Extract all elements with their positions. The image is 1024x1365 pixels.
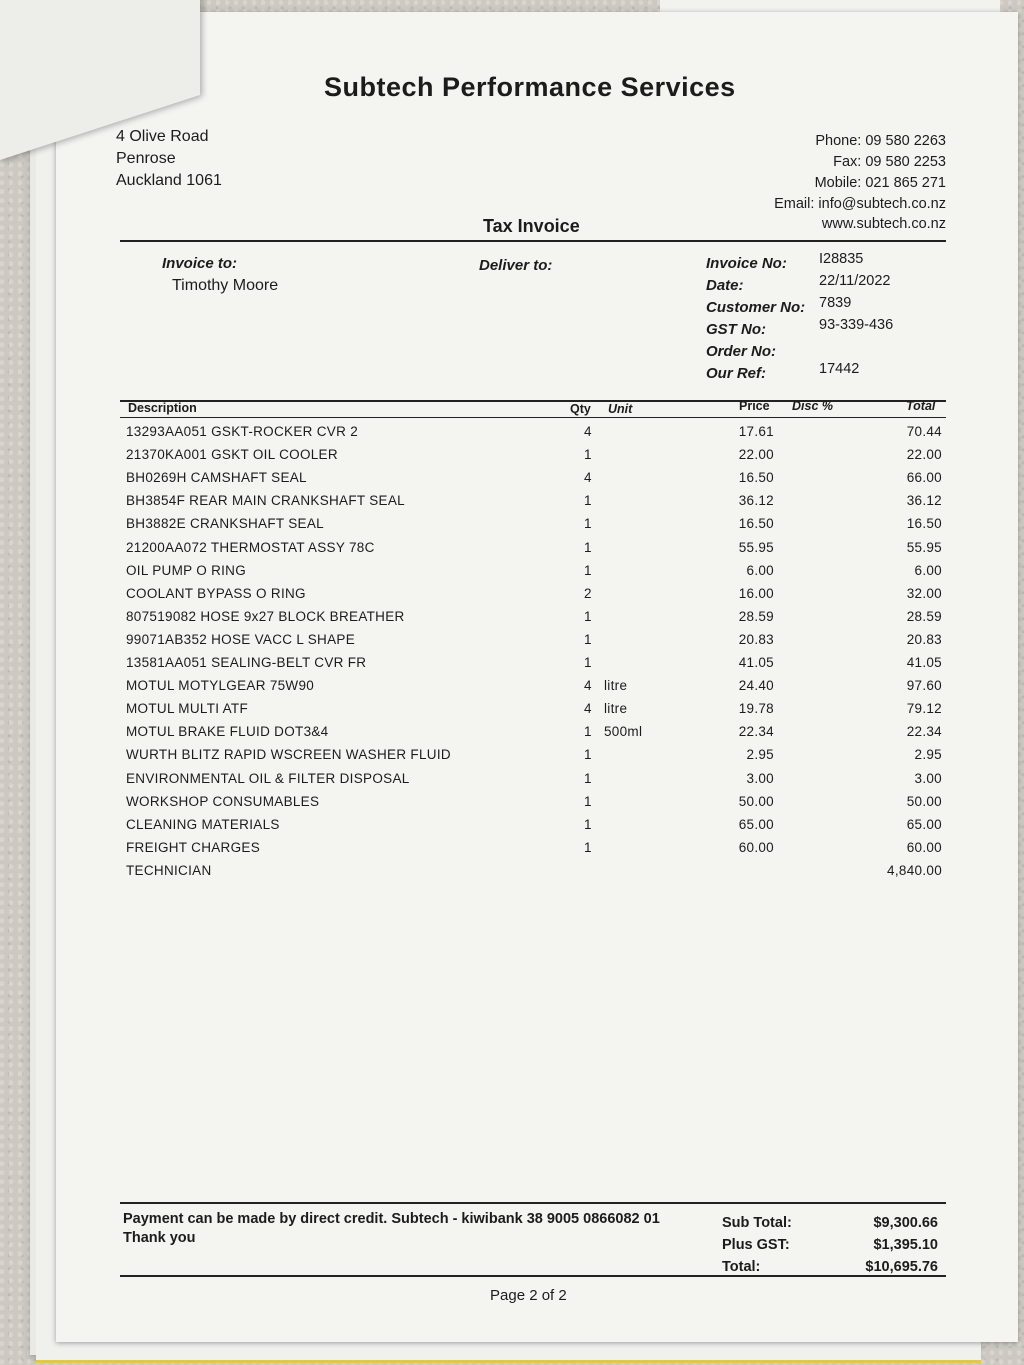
meta-label: Customer No:	[706, 299, 806, 316]
item-unit: litre	[604, 701, 628, 717]
item-description: WURTH BLITZ RAPID WSCREEN WASHER FLUID	[126, 747, 451, 763]
address-line-1: 4 Olive Road	[116, 128, 209, 145]
item-qty: 1	[584, 655, 592, 670]
totals-label: Sub Total:	[722, 1215, 792, 1231]
item-description: BH0269H CAMSHAFT SEAL	[126, 470, 307, 486]
page-number: Page 2 of 2	[490, 1287, 567, 1304]
item-description: MOTUL BRAKE FLUID DOT3&4	[126, 724, 329, 740]
company-mobile: Mobile: 021 865 271	[814, 175, 946, 191]
item-total: 36.12	[906, 493, 942, 509]
column-header-total: Total	[906, 399, 936, 413]
item-unit: litre	[604, 678, 628, 694]
table-header-rule	[120, 417, 946, 418]
item-total: 97.60	[906, 678, 942, 694]
item-price: 36.12	[738, 493, 774, 509]
item-qty: 1	[584, 608, 592, 624]
meta-value: 7839	[819, 295, 852, 311]
item-description: FREIGHT CHARGES	[126, 839, 261, 855]
deliver-to-label: Deliver to:	[479, 257, 553, 274]
item-qty: 1	[584, 493, 592, 509]
totals-value: $9,300.66	[873, 1215, 938, 1231]
meta-value: I28835	[819, 251, 864, 267]
item-description: COOLANT BYPASS O RING	[126, 585, 306, 601]
item-description: 99071AB352 HOSE VACC L SHAPE	[126, 631, 356, 647]
item-price: 65.00	[738, 816, 774, 832]
column-header-unit: Unit	[608, 402, 633, 416]
item-description: 21370KA001 GSKT OIL COOLER	[126, 447, 338, 463]
item-description: CLEANING MATERIALS	[126, 816, 280, 832]
meta-label: GST No:	[706, 321, 766, 338]
item-unit: 500ml	[604, 724, 643, 740]
item-description: OIL PUMP O RING	[126, 562, 247, 578]
totals-label: Plus GST:	[722, 1237, 790, 1253]
column-header-price: Price	[739, 399, 770, 413]
item-price: 22.00	[738, 447, 774, 463]
item-price: 16.50	[738, 470, 774, 486]
item-qty: 1	[584, 839, 592, 855]
item-total: 22.00	[906, 447, 942, 463]
item-total: 41.05	[906, 655, 942, 670]
item-total: 16.50	[906, 516, 942, 532]
meta-value: 17442	[819, 361, 860, 377]
meta-label: Date:	[706, 277, 744, 294]
item-total: 28.59	[906, 608, 942, 624]
item-description: WORKSHOP CONSUMABLES	[126, 793, 320, 809]
item-total: 22.34	[906, 724, 942, 740]
item-qty: 4	[584, 424, 592, 439]
item-price: 20.83	[738, 631, 774, 647]
meta-value: 22/11/2022	[819, 273, 891, 289]
item-description: 807519082 HOSE 9x27 BLOCK BREATHER	[126, 608, 405, 624]
thank-you-note: Thank you	[123, 1230, 196, 1246]
address-line-2: Penrose	[116, 150, 176, 167]
item-description: ENVIRONMENTAL OIL & FILTER DISPOSAL	[126, 770, 410, 786]
item-description: 13581AA051 SEALING-BELT CVR FR	[126, 655, 367, 670]
item-qty: 1	[584, 562, 592, 578]
item-description: BH3854F REAR MAIN CRANKSHAFT SEAL	[126, 493, 405, 509]
item-qty: 1	[584, 747, 592, 763]
meta-label: Our Ref:	[706, 365, 766, 382]
item-price: 55.95	[738, 539, 774, 555]
payment-note: Payment can be made by direct credit. Subtech - kiwibank 38 9005 0866082 01	[123, 1211, 660, 1227]
column-header-disc: Disc %	[792, 399, 833, 413]
item-total: 32.00	[906, 585, 942, 601]
item-price: 41.05	[738, 655, 774, 670]
meta-label: Invoice No:	[706, 255, 787, 272]
header-divider	[120, 240, 946, 242]
item-price: 60.00	[738, 839, 774, 855]
invoice-page	[56, 12, 1018, 1342]
item-price: 22.34	[738, 724, 774, 740]
item-total: 2.95	[914, 747, 942, 763]
item-description: TECHNICIAN	[126, 862, 212, 878]
item-qty: 4	[584, 470, 592, 486]
invoice-to-label: Invoice to:	[162, 255, 238, 272]
item-qty: 2	[584, 585, 592, 601]
footer-top-rule	[120, 1202, 946, 1204]
totals-value: $10,695.76	[865, 1259, 938, 1275]
item-qty: 1	[584, 539, 592, 555]
item-qty: 4	[584, 678, 592, 694]
item-qty: 1	[584, 770, 592, 786]
item-total: 60.00	[906, 839, 942, 855]
totals-label: Total:	[722, 1259, 761, 1275]
item-total: 55.95	[906, 539, 942, 555]
item-price: 3.00	[746, 770, 774, 786]
item-qty: 1	[584, 631, 592, 647]
document-title: Tax Invoice	[483, 216, 580, 236]
totals-value: $1,395.10	[873, 1237, 938, 1253]
footer-bottom-rule	[120, 1275, 946, 1277]
item-price: 19.78	[738, 701, 774, 717]
column-header-qty: Qty	[570, 402, 591, 416]
item-description: MOTUL MOTYLGEAR 75W90	[126, 678, 315, 694]
company-email: Email: info@subtech.co.nz	[774, 196, 946, 212]
item-total: 79.12	[906, 701, 942, 717]
item-description: 13293AA051 GSKT-ROCKER CVR 2	[126, 424, 358, 439]
item-qty: 1	[584, 724, 592, 740]
item-description: BH3882E CRANKSHAFT SEAL	[126, 516, 324, 532]
item-total: 4,840.00	[887, 862, 942, 878]
item-description: MOTUL MULTI ATF	[126, 701, 248, 717]
item-qty: 4	[584, 701, 592, 717]
item-price: 24.40	[738, 678, 774, 694]
item-price: 50.00	[738, 793, 774, 809]
company-fax: Fax: 09 580 2253	[833, 154, 946, 170]
item-total: 20.83	[906, 631, 942, 647]
item-price: 17.61	[738, 424, 774, 439]
item-qty: 1	[584, 516, 592, 532]
item-qty: 1	[584, 816, 592, 832]
company-website: www.subtech.co.nz	[821, 216, 946, 232]
item-description: 21200AA072 THERMOSTAT ASSY 78C	[126, 539, 375, 555]
column-header-description: Description	[128, 401, 197, 415]
item-price: 16.50	[738, 516, 774, 532]
item-total: 65.00	[906, 816, 942, 832]
address-line-3: Auckland 1061	[116, 172, 222, 189]
company-name: Subtech Performance Services	[324, 72, 736, 102]
item-price: 28.59	[738, 608, 774, 624]
item-total: 70.44	[906, 424, 942, 439]
item-total: 3.00	[914, 770, 942, 786]
item-qty: 1	[584, 447, 592, 463]
item-price: 6.00	[746, 562, 774, 578]
meta-label: Order No:	[706, 343, 777, 360]
customer-name: Timothy Moore	[172, 277, 279, 294]
item-price: 16.00	[738, 585, 774, 601]
meta-value: 93-339-436	[819, 317, 894, 333]
item-qty: 1	[584, 793, 592, 809]
item-total: 6.00	[914, 562, 942, 578]
item-total: 66.00	[906, 470, 942, 486]
item-price: 2.95	[746, 747, 774, 763]
company-phone: Phone: 09 580 2263	[815, 133, 946, 149]
item-total: 50.00	[906, 793, 942, 809]
